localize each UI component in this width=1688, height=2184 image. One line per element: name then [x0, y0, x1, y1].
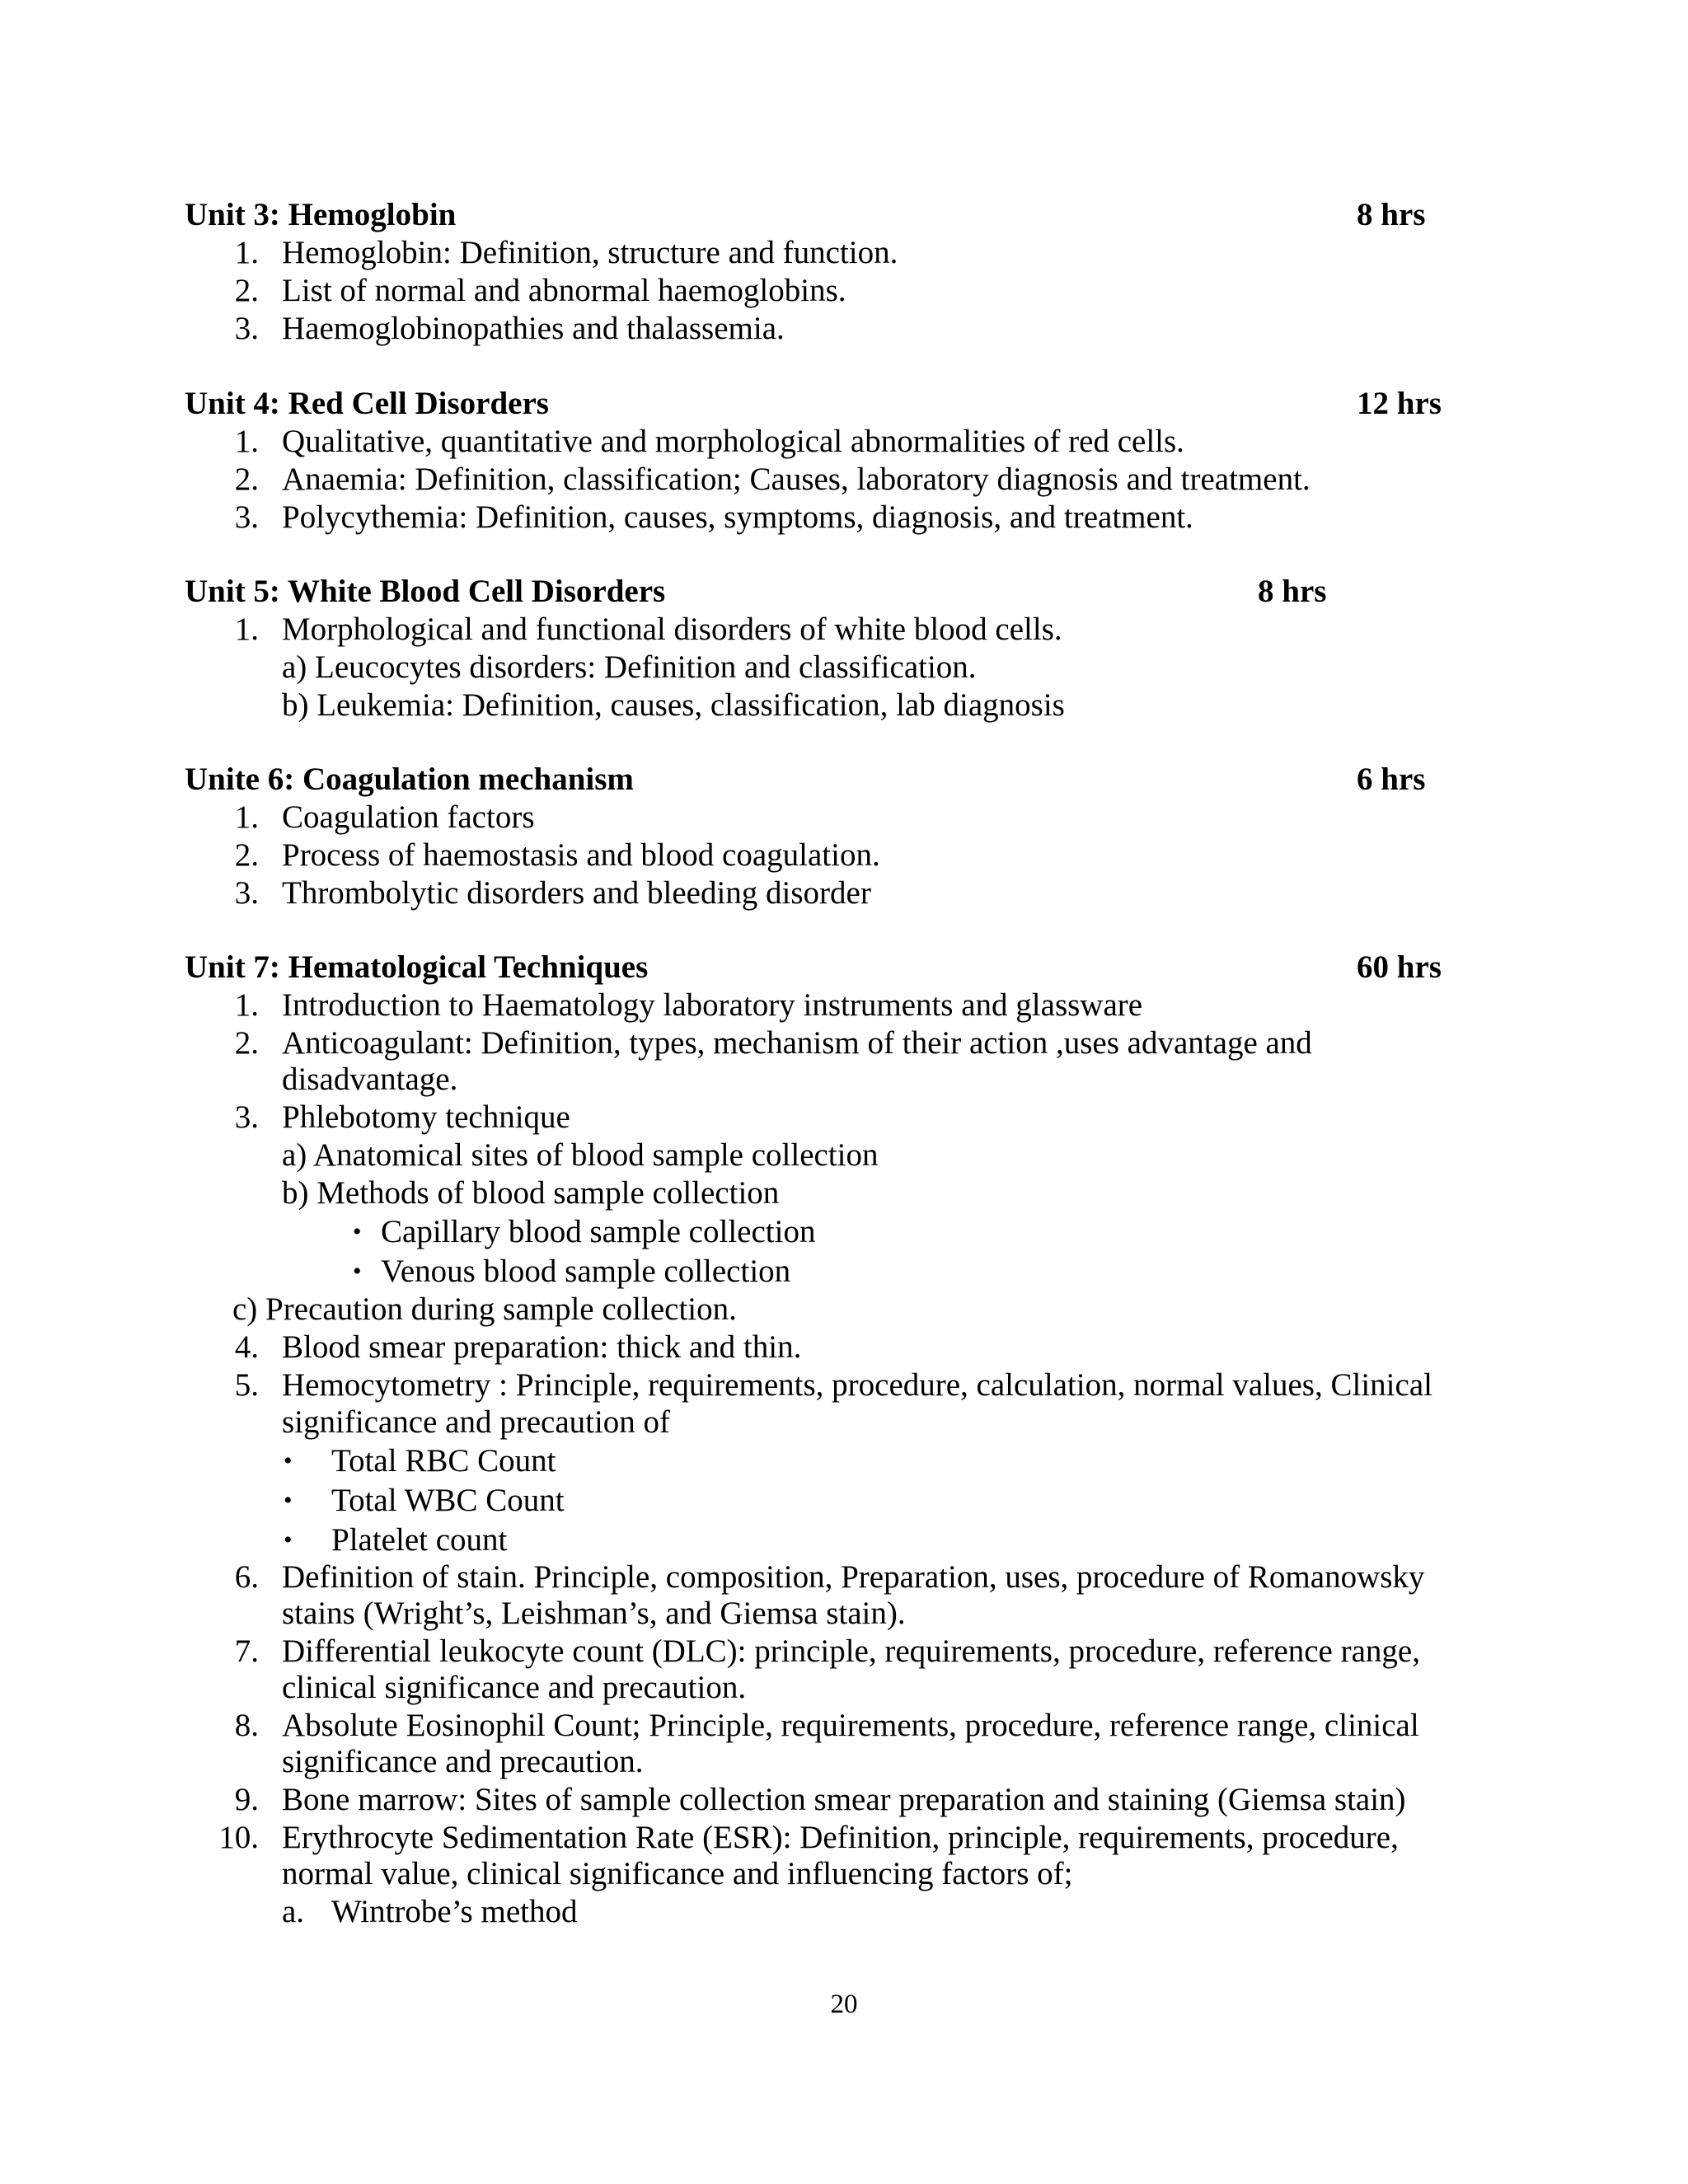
- unit-7-item-10-sub-a: Wintrobe’s method: [331, 1894, 578, 1929]
- unit-3-item-1-number: 1.: [234, 235, 259, 270]
- unit-4-item-1-number: 1.: [234, 424, 259, 459]
- unit-6-item-1: Coagulation factors: [282, 799, 535, 835]
- unit-7-item-5-line-1: Hemocytometry : Principle, requirements, procedure, calculation, normal values, Clinical: [282, 1367, 1432, 1403]
- unit-3-item-3: Haemoglobinopathies and thalassemia.: [282, 311, 785, 346]
- unit-3-item-3-number: 3.: [234, 311, 259, 346]
- unit-7-item-7-line-2: clinical significance and precaution.: [282, 1670, 747, 1705]
- unit-7-item-10-line-2: normal value, clinical significance and influencing factors of;: [282, 1856, 1073, 1891]
- unit-6-item-2-number: 2.: [234, 837, 259, 873]
- unit-7-item-8-line-2: significance and precaution.: [282, 1744, 644, 1779]
- bullet-icon: •: [353, 1218, 362, 1245]
- unit-4-heading: Unit 4: Red Cell Disorders: [185, 386, 549, 421]
- unit-7-item-3-sub-c: c) Precaution during sample collection.: [232, 1291, 737, 1327]
- unit-5-subitem-a: a) Leucocytes disorders: Definition and classification.: [282, 649, 977, 685]
- unit-4-item-3: Polycythemia: Definition, causes, symptoms, diagnosis, and treatment.: [282, 499, 1193, 535]
- unit-7-item-4-number: 4.: [234, 1329, 259, 1365]
- unit-7-item-6-number: 6.: [234, 1559, 259, 1595]
- unit-6-item-3: Thrombolytic disorders and bleeding disorder: [282, 875, 871, 911]
- unit-7-heading: Unit 7: Hematological Techniques: [185, 949, 649, 985]
- page-number: 20: [830, 1990, 858, 2019]
- bullet-icon: •: [284, 1487, 293, 1514]
- unit-7-item-6-line-2: stains (Wright’s, Leishman’s, and Giemsa stain).: [282, 1596, 906, 1631]
- unit-5-hours: 8 hrs: [1258, 574, 1327, 609]
- unit-7-item-5-line-2: significance and precaution of: [282, 1404, 671, 1440]
- unit-5-heading: Unit 5: White Blood Cell Disorders: [185, 574, 666, 609]
- unit-7-item-10-line-1: Erythrocyte Sedimentation Rate (ESR): Definition, principle, requirements, procedure,: [282, 1820, 1399, 1855]
- unit-5-item-1: Morphological and functional disorders of white blood cells.: [282, 612, 1062, 647]
- unit-7-item-10-sub-a-letter: a.: [282, 1894, 305, 1929]
- unit-5-item-1-number: 1.: [234, 612, 259, 647]
- unit-7-bullet-venous: Venous blood sample collection: [381, 1254, 791, 1289]
- unit-4-hours: 12 hrs: [1357, 386, 1442, 421]
- unit-4-item-3-number: 3.: [234, 499, 259, 535]
- unit-7-item-6-line-1: Definition of stain. Principle, composition, Preparation, uses, procedure of Romanowsky: [282, 1559, 1425, 1595]
- unit-3-hours: 8 hrs: [1357, 197, 1426, 232]
- unit-7-bullet-platelet: Platelet count: [331, 1522, 508, 1558]
- unit-7-hours: 60 hrs: [1357, 949, 1442, 985]
- bullet-icon: •: [284, 1447, 293, 1474]
- unit-6-item-3-number: 3.: [234, 875, 259, 911]
- unit-7-bullet-capillary: Capillary blood sample collection: [381, 1214, 816, 1249]
- unit-7-item-2-number: 2.: [234, 1025, 259, 1061]
- unit-3-item-2: List of normal and abnormal haemoglobins.: [282, 273, 846, 308]
- unit-3-heading: Unit 3: Hemoglobin: [185, 197, 457, 232]
- unit-7-item-5-number: 5.: [234, 1367, 259, 1403]
- unit-4-item-2: Anaemia: Definition, classification; Causes, laboratory diagnosis and treatment.: [282, 462, 1311, 497]
- unit-7-item-8-number: 8.: [234, 1708, 259, 1743]
- unit-4-item-1: Qualitative, quantitative and morphological abnormalities of red cells.: [282, 424, 1184, 459]
- unit-3-item-1: Hemoglobin: Definition, structure and function.: [282, 235, 898, 270]
- unit-7-item-3-number: 3.: [234, 1099, 259, 1135]
- unit-7-item-2-line-1: Anticoagulant: Definition, types, mechanism of their action ,uses advantage and: [282, 1025, 1312, 1061]
- unit-7-item-1-number: 1.: [234, 987, 259, 1023]
- unit-7-item-7-number: 7.: [234, 1633, 259, 1669]
- bullet-icon: •: [353, 1258, 362, 1285]
- unit-7-item-1: Introduction to Haematology laboratory instruments and glassware: [282, 987, 1143, 1023]
- unit-7-item-2-line-2: disadvantage.: [282, 1062, 458, 1097]
- unit-6-item-2: Process of haemostasis and blood coagulation.: [282, 837, 880, 873]
- unit-6-heading: Unite 6: Coagulation mechanism: [185, 762, 634, 797]
- unit-7-item-7-line-1: Differential leukocyte count (DLC): principle, requirements, procedure, reference range,: [282, 1633, 1420, 1669]
- unit-6-hours: 6 hrs: [1357, 762, 1426, 797]
- unit-7-item-8-line-1: Absolute Eosinophil Count; Principle, requirements, procedure, reference range, clinical: [282, 1708, 1419, 1743]
- unit-7-item-9-number: 9.: [234, 1782, 259, 1817]
- unit-7-bullet-wbc: Total WBC Count: [331, 1483, 565, 1518]
- unit-7-item-10-number: 10.: [218, 1820, 259, 1855]
- unit-7-item-3-sub-a: a) Anatomical sites of blood sample collection: [282, 1137, 879, 1173]
- unit-6-item-1-number: 1.: [234, 799, 259, 835]
- unit-7-item-9: Bone marrow: Sites of sample collection smear preparation and staining (Giemsa stain): [282, 1782, 1406, 1817]
- unit-7-item-3-sub-b: b) Methods of blood sample collection: [282, 1175, 780, 1211]
- unit-7-item-4: Blood smear preparation: thick and thin.: [282, 1329, 802, 1365]
- bullet-icon: •: [284, 1526, 293, 1554]
- unit-7-item-3: Phlebotomy technique: [282, 1099, 570, 1135]
- unit-5-subitem-b: b) Leukemia: Definition, causes, classification, lab diagnosis: [282, 687, 1065, 723]
- unit-3-item-2-number: 2.: [234, 273, 259, 308]
- unit-4-item-2-number: 2.: [234, 462, 259, 497]
- unit-7-bullet-rbc: Total RBC Count: [331, 1443, 556, 1479]
